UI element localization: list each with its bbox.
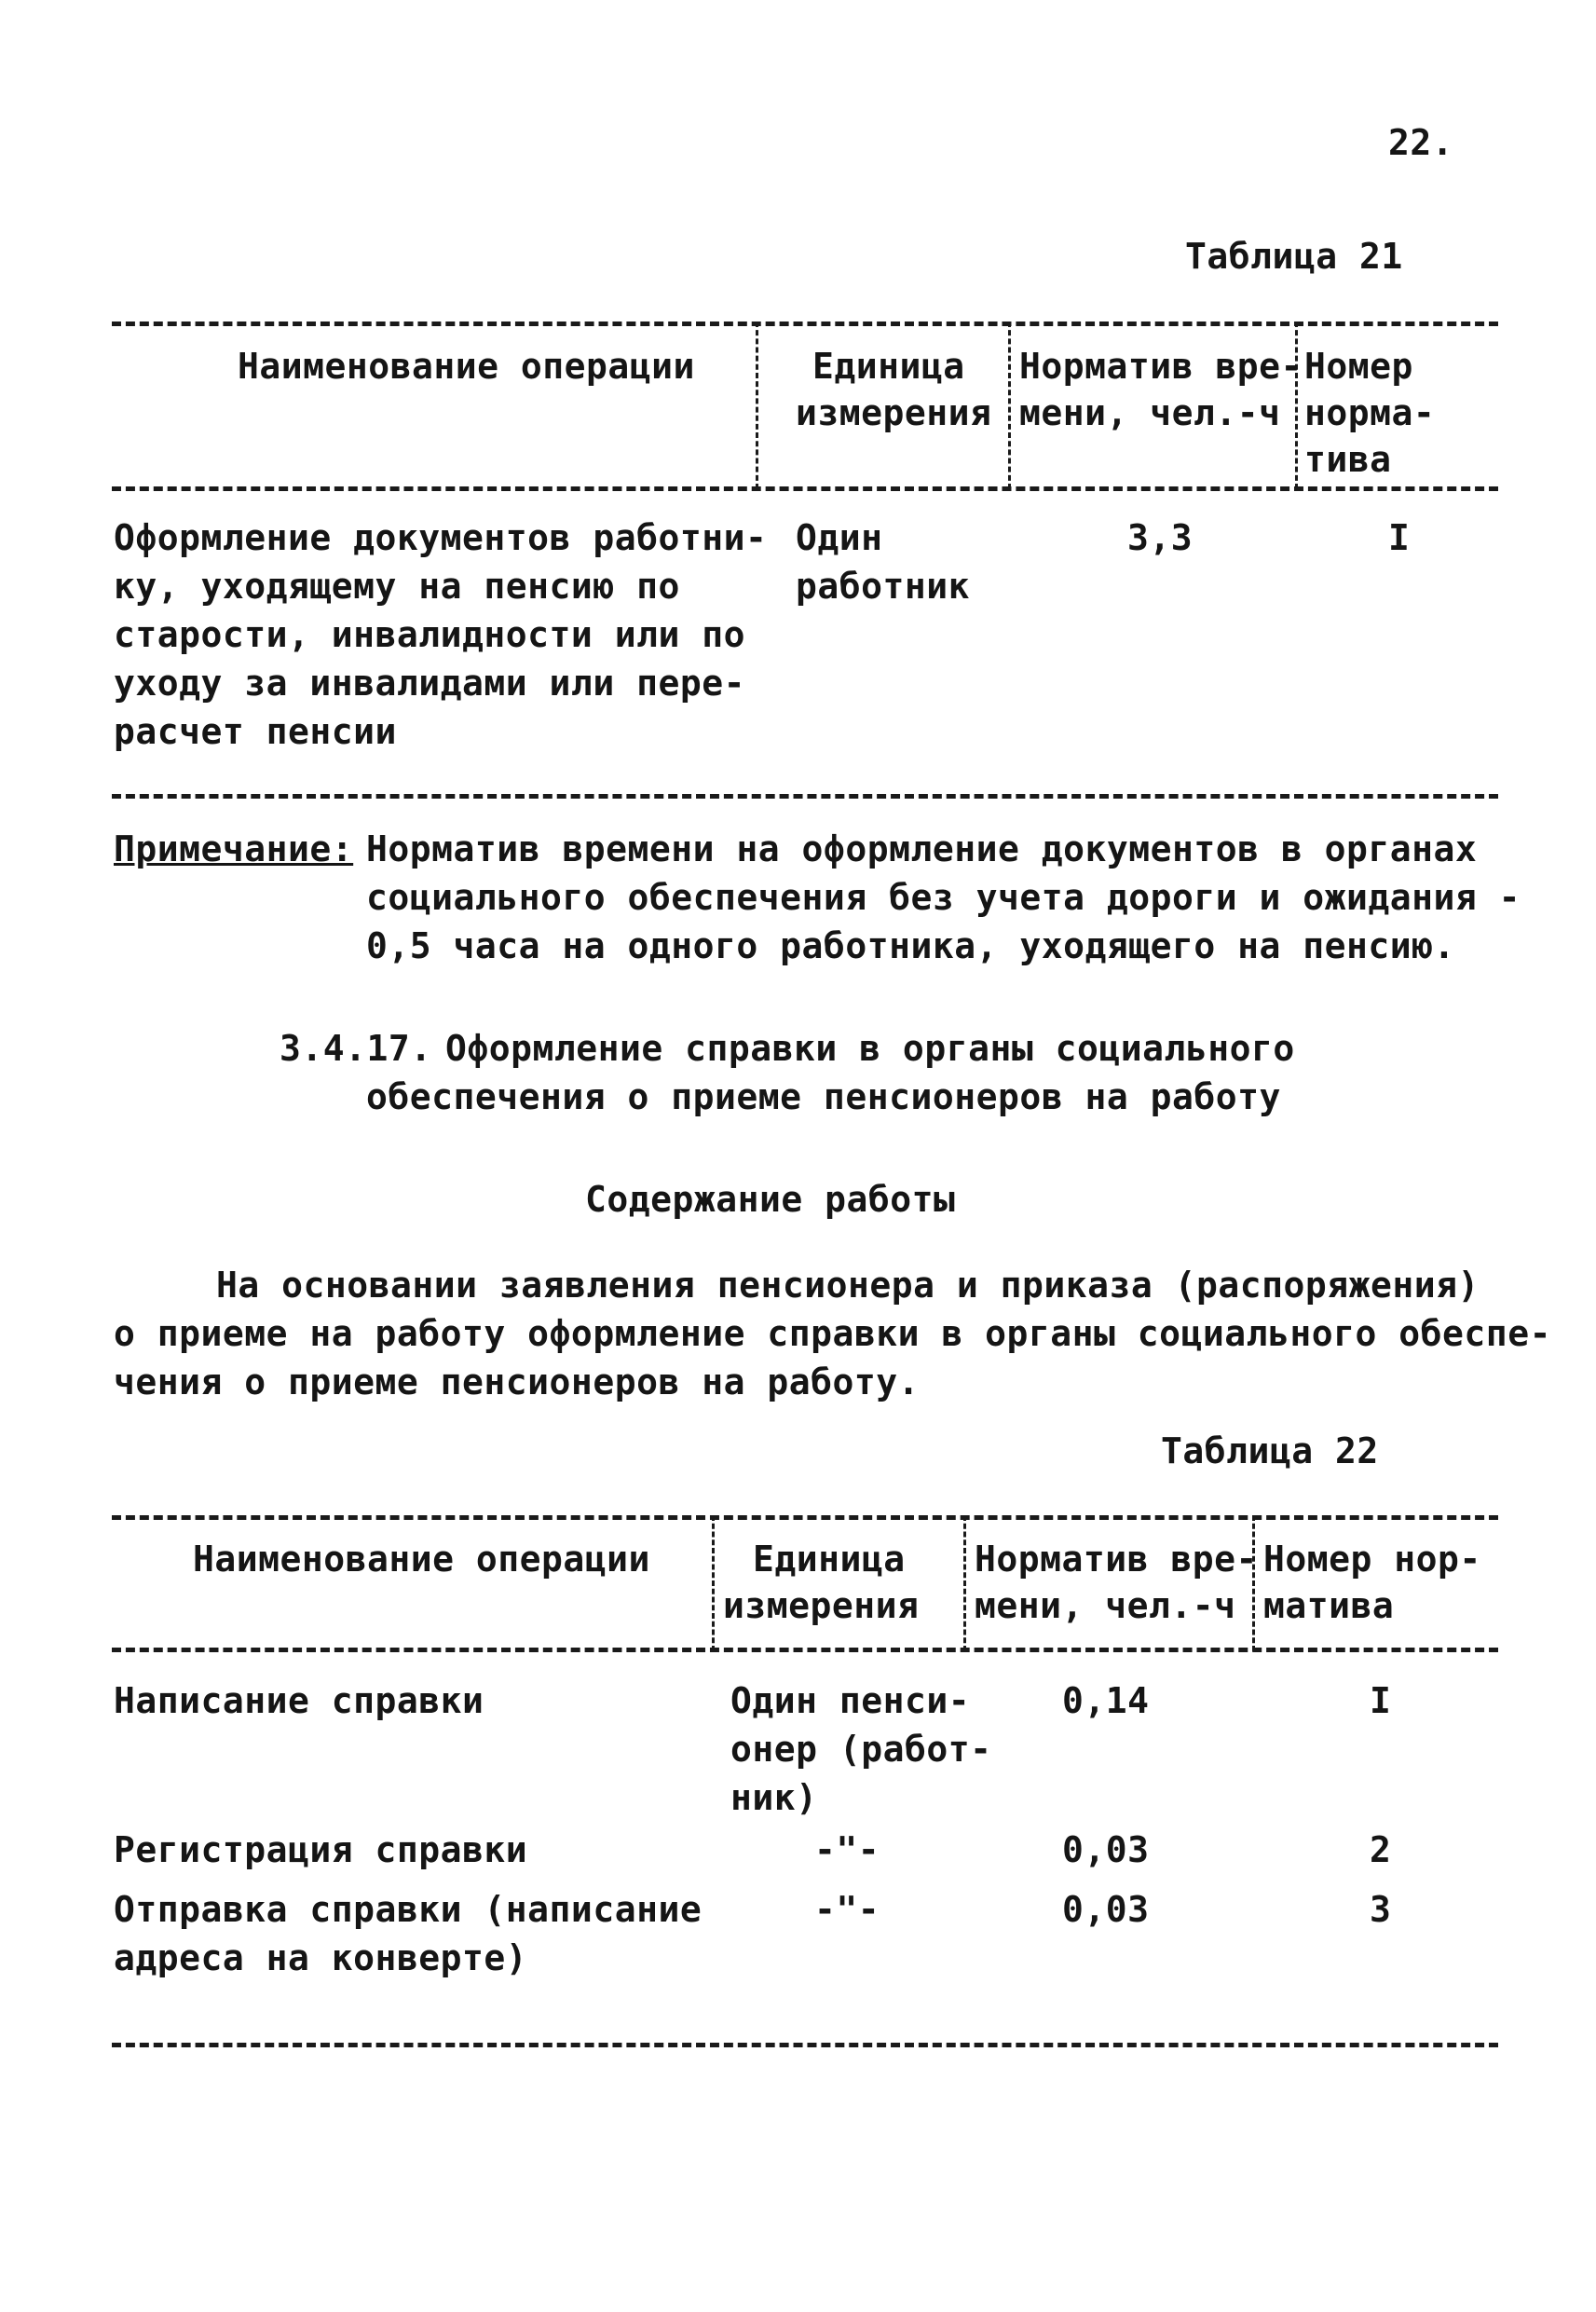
table22-top-rule (112, 1515, 1498, 1520)
table22-col-divider (712, 1515, 715, 1651)
table21-header-unit: Единица (812, 346, 965, 387)
table22-bottom-rule (112, 2043, 1498, 2047)
table22-col-divider (963, 1515, 966, 1651)
table21-header-norm-number: норма- (1304, 392, 1436, 433)
table21-bottom-rule (112, 794, 1498, 799)
table22-cell-norm-time: 0,14 (1062, 1680, 1150, 1721)
table22-cell-operation: Отправка справки (написание (114, 1889, 703, 1930)
table21-cell-operation: уходу за инвалидами или пере- (114, 663, 745, 704)
table21-cell-operation: старости, инвалидности или по (114, 614, 745, 655)
table21-cell-norm-time: 3,3 (1127, 517, 1194, 558)
paragraph-line: чения о приеме пенсионеров на работу. (114, 1361, 920, 1402)
note-line: социального обеспечения без учета дороги и ожидания - (366, 877, 1521, 918)
table21-cell-operation: ку, уходящему на пенсию по (114, 566, 680, 607)
table21-caption: Таблица 21 (1185, 236, 1403, 277)
table22-cell-unit: ник) (730, 1777, 818, 1818)
table21-cell-unit: работник (796, 566, 971, 607)
table22-header-norm-number: Номер нор- (1263, 1539, 1481, 1580)
table21-header-operation: Наименование операции (238, 346, 695, 387)
table21-cell-norm-number: I (1388, 517, 1411, 558)
section-title: обеспечения о приеме пенсионеров на работу (366, 1076, 1281, 1117)
note-label: Примечание: (114, 828, 354, 869)
page-number: 22. (1388, 122, 1454, 163)
table21-header-norm-time: мени, чел.-ч (1019, 392, 1281, 433)
table22-header-unit: измерения (723, 1585, 920, 1626)
table22-header-norm-time: мени, чел.-ч (975, 1585, 1236, 1626)
table21-header-norm-time: Норматив вре- (1019, 346, 1303, 387)
table22-cell-operation: Регистрация справки (114, 1829, 528, 1870)
paragraph-line: о приеме на работу оформление справки в органы социального обеспе- (114, 1313, 1551, 1354)
table22-cell-operation: адреса на конверте) (114, 1937, 528, 1978)
section-title: Оформление справки в органы социального (445, 1028, 1295, 1069)
table21-header-norm-number: Номер (1304, 346, 1413, 387)
paragraph-line: На основании заявления пенсионера и приказа (распоряжения) (216, 1265, 1480, 1306)
table21-header-rule (112, 486, 1498, 491)
table22-header-norm-time: Норматив вре- (975, 1539, 1258, 1580)
table21-col-divider (1008, 321, 1011, 489)
table22-cell-unit: -"- (814, 1829, 880, 1870)
table21-top-rule (112, 321, 1498, 326)
table22-cell-unit: Один пенси- (730, 1680, 971, 1721)
table22-cell-unit: -"- (814, 1889, 880, 1930)
table21-cell-operation: Оформление документов работни- (114, 517, 768, 558)
table22-cell-operation: Написание справки (114, 1680, 484, 1721)
table22-header-unit: Единица (753, 1539, 906, 1580)
table22-cell-norm-number: 3 (1370, 1889, 1392, 1930)
table22-cell-norm-time: 0,03 (1062, 1829, 1150, 1870)
section-number: 3.4.17. (280, 1028, 432, 1069)
table22-cell-norm-number: I (1370, 1680, 1392, 1721)
table21-col-divider (756, 321, 758, 489)
table21-header-unit: измерения (796, 392, 992, 433)
table22-caption: Таблица 22 (1161, 1430, 1379, 1471)
table22-cell-unit: онер (работ- (730, 1729, 992, 1770)
table22-header-norm-number: матива (1263, 1585, 1395, 1626)
note-line: 0,5 часа на одного работника, уходящего на пенсию. (366, 925, 1455, 966)
table22-cell-norm-time: 0,03 (1062, 1889, 1150, 1930)
table22-header-rule (112, 1648, 1498, 1652)
table22-header-operation: Наименование операции (193, 1539, 650, 1580)
content-heading: Содержание работы (585, 1179, 956, 1220)
table21-cell-operation: расчет пенсии (114, 711, 397, 752)
table21-header-norm-number: тива (1304, 439, 1392, 480)
table22-cell-norm-number: 2 (1370, 1829, 1392, 1870)
table21-cell-unit: Один (796, 517, 883, 558)
note-line: Норматив времени на оформление документов в органах (366, 828, 1478, 869)
